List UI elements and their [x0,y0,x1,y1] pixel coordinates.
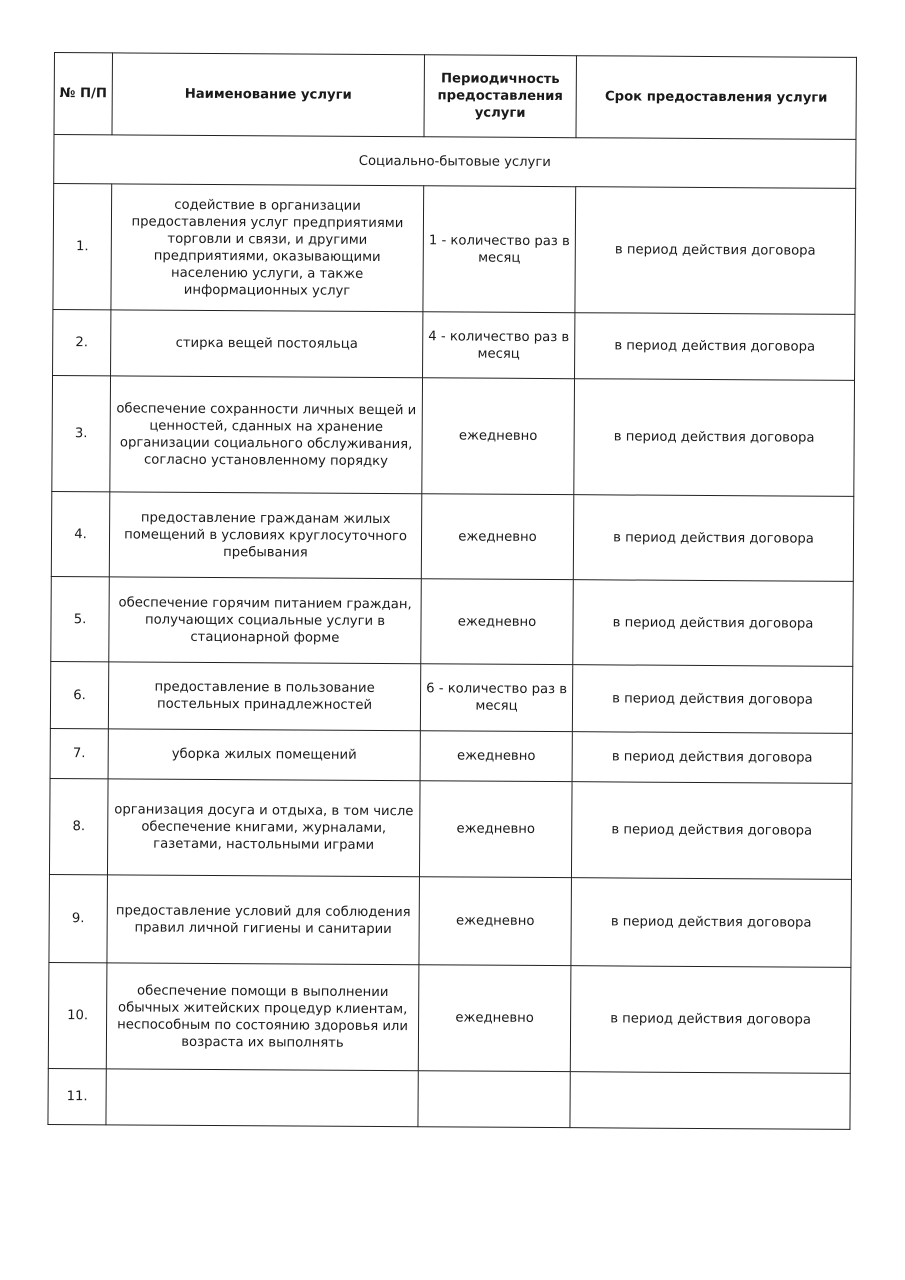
service-frequency: ежедневно [421,494,574,580]
row-number: 8. [49,778,108,874]
service-frequency: ежедневно [418,965,571,1072]
service-term: в период действия договора [572,732,852,784]
service-frequency: 6 - количество раз в месяц [420,664,572,732]
service-frequency: 4 - количество раз в месяц [423,312,575,379]
service-term: в период действия договора [575,187,856,315]
row-number: 2. [53,309,111,375]
service-frequency: ежедневно [419,877,572,966]
table-row [51,491,854,581]
section-row [54,135,856,189]
row-number: 3. [52,375,111,491]
service-term: в период действия договора [570,966,851,1074]
service-name: обеспечение горячим питанием граждан, получающих социальные услуги в стационарной форме [109,577,422,664]
service-name: предоставление гражданам жилых помещений в условиях круглосуточного пребывания [109,492,422,579]
service-term: в период действия договора [573,495,854,582]
table-row [51,576,854,666]
table-row [53,309,855,380]
table-row [52,375,855,496]
service-frequency: 1 - количество раз в месяц [423,186,576,313]
header-row [54,53,856,140]
table-row [48,962,851,1073]
service-name: содействие в организации предоставления услуг предприятиями торговли и связи, и другими предприятиями, оказывающими населению услуги, а также информационных услуг [111,184,424,312]
service-term: в период действия договора [573,580,854,667]
service-name: организация досуга и отдыха, в том числе обеспечение книгами, журналами, газетами, настольными играми [107,779,420,877]
service-frequency [418,1071,570,1128]
service-frequency: ежедневно [421,579,574,665]
services-table [47,52,857,1130]
service-name: уборка жилых помещений [108,729,420,781]
header-num: № П/П [54,53,112,135]
row-number: 11. [48,1068,106,1124]
service-frequency: ежедневно [420,731,572,782]
header-term: Срок предоставления услуги [576,56,856,140]
service-term [570,1072,850,1130]
service-term: в период действия договора [571,782,852,880]
row-number: 5. [51,576,110,661]
header-name: Наименование услуги [112,53,424,137]
service-name: стирка вещей постояльца [111,310,423,378]
service-name: предоставление в пользование постельных принадлежностей [108,662,420,731]
service-name: предоставление условий для соблюдения правил личной гигиены и санитарии [107,875,420,965]
service-name: обеспечение помощи в выполнении обычных житейских процедур клиентам, неспособным по состоянию здоровья или возраста их выполнять [106,963,419,1071]
table-row [49,874,852,967]
service-term: в период действия договора [575,313,855,381]
table-row [50,661,852,733]
service-term: в период действия договора [572,665,852,734]
row-number: 7. [50,728,108,778]
service-frequency: ежедневно [422,378,575,495]
row-number: 6. [50,661,108,728]
service-name [106,1069,418,1127]
header-frequency: Периодичность предоставления услуги [424,55,576,138]
table-row [53,184,856,315]
row-number: 9. [49,874,108,962]
service-term: в период действия договора [574,379,855,497]
row-number: 4. [51,491,110,576]
service-name: обеспечение сохранности личных вещей и ценностей, сданных на хранение организации социального обслуживания, согласно установленному порядку [110,376,423,494]
section-title: Социально-бытовые услуги [54,135,856,189]
table-row [50,728,852,783]
service-term: в период действия договора [571,878,852,968]
row-number: 1. [53,184,112,310]
table-row [48,1068,850,1129]
row-number: 10. [48,962,107,1068]
table-row [49,778,852,879]
service-frequency: ежедневно [419,781,572,878]
